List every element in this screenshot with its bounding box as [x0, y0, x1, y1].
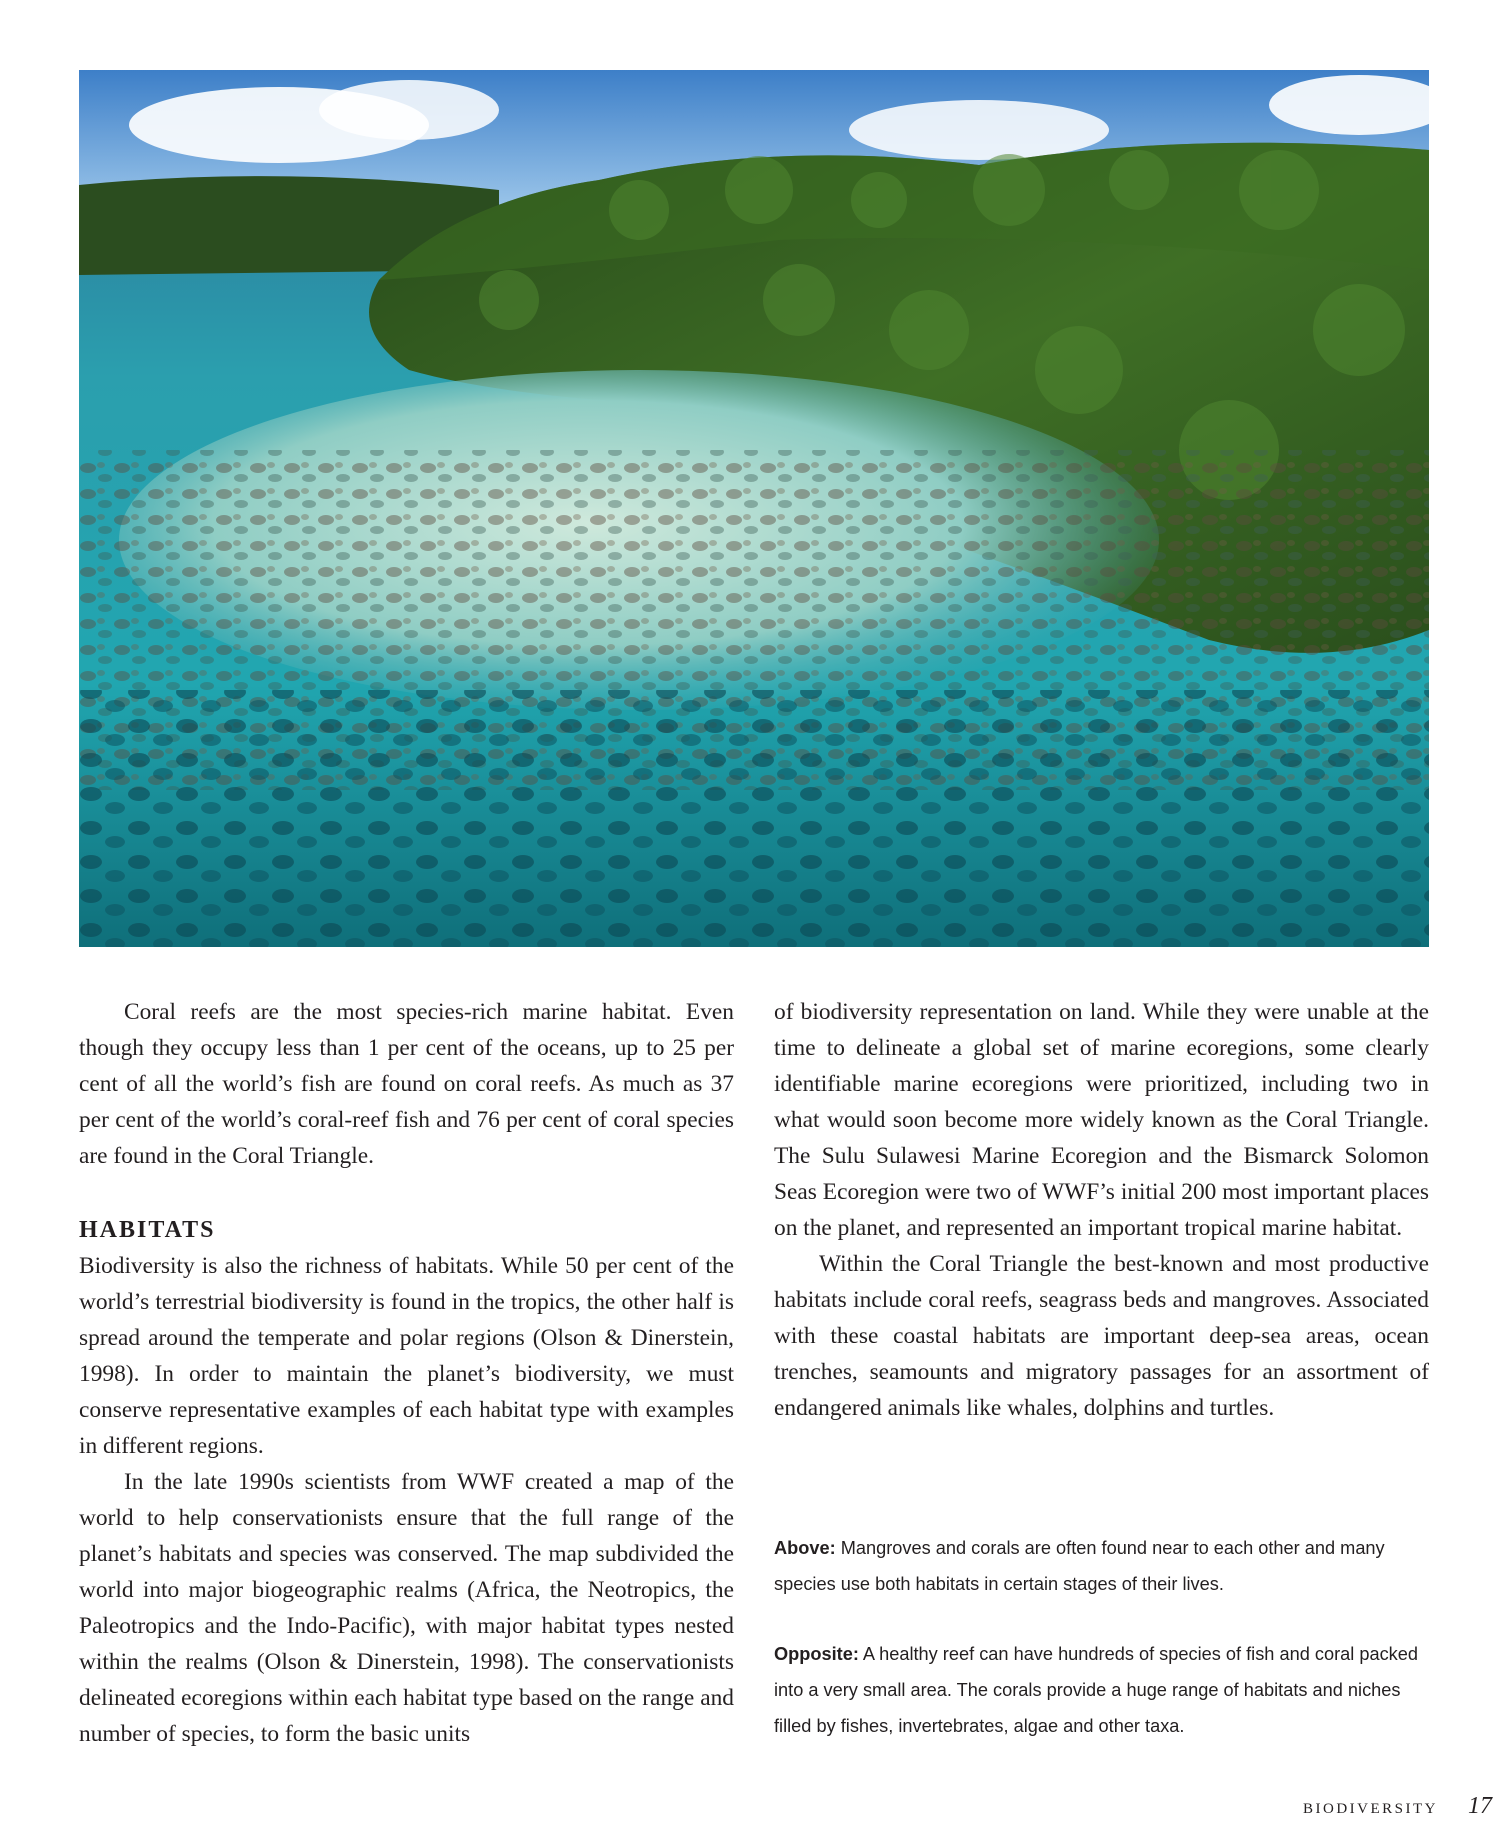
caption-opposite-text: A healthy reef can have hundreds of species of fish and coral packed into a very small area. The corals provide a huge range of habitats and niches filled by fishes, invertebrates, algae and other taxa.: [774, 1644, 1418, 1736]
caption-above-text: Mangroves and corals are often found near to each other and many species use both habitats in certain stages of their lives.: [774, 1538, 1385, 1594]
habitats-paragraph-1: Biodiversity is also the richness of habitats. While 50 per cent of the world’s terrestrial biodiversity is found in the tropics, the other half is spread around the temperate and polar regions (Olson & Dinerstein, 1998). In order to maintain the planet’s biodiversity, we must conserve representative examples of each habitat type with examples in different regions.: [79, 1253, 734, 1459]
hero-photo: [79, 70, 1429, 947]
caption-above: [774, 1530, 1434, 1602]
running-head: BIODIVERSITY: [1303, 1801, 1438, 1817]
mangrove-reef-illustration: [79, 70, 1429, 947]
left-column: [79, 994, 734, 1752]
continued-paragraph: of biodiversity representation on land. While they were unable at the time to delineate a global set of marine ecoregions, some clearly identifiable marine ecoregions were prioritized, including two in what would soon become more widely known as the Coral Triangle. The Sulu Sulawesi Marine Ecoregion and the Bismarck Solomon Seas Ecoregion were two of WWF’s initial 200 most important places on the planet, and represented an important tropical marine habitat.: [774, 999, 1429, 1241]
caption-above-label: Above:: [774, 1538, 836, 1558]
caption-opposite-label: Opposite:: [774, 1644, 859, 1664]
caption-opposite: [774, 1636, 1434, 1744]
section-heading-habitats: HABITATS: [79, 1217, 216, 1243]
photo-captions: [774, 1530, 1434, 1778]
page-number: 17: [1468, 1793, 1492, 1819]
right-column: [774, 994, 1429, 1426]
page-footer: [1303, 1793, 1492, 1820]
habitats-paragraph-2: In the late 1990s scientists from WWF created a map of the world to help conservationists ensure that the full range of the planet’s habitats and species was conserved. The map subdivided the world into major biogeographic realms (Africa, the Neotropics, the Paleotropics and the Indo-Pacific), with major habitat types nested within the realms (Olson & Dinerstein, 1998). The conservationists delineated ecoregions within each habitat type based on the range and number of species, to form the basic units: [79, 1469, 734, 1747]
intro-paragraph: Coral reefs are the most species-rich marine habitat. Even though they occupy less than 1 per cent of the oceans, up to 25 per cent of all the world’s fish are found on coral reefs. As much as 37 per cent of the world’s coral-reef fish and 76 per cent of coral species are found in the Coral Triangle.: [79, 999, 734, 1169]
coral-triangle-habitats-paragraph: Within the Coral Triangle the best-known and most productive habitats include coral reefs, seagrass beds and mangroves. Associated with these coastal habitats are important deep-sea areas, ocean trenches, seamounts and migratory passages for an assortment of endangered animals like whales, dolphins and turtles.: [774, 1251, 1429, 1421]
